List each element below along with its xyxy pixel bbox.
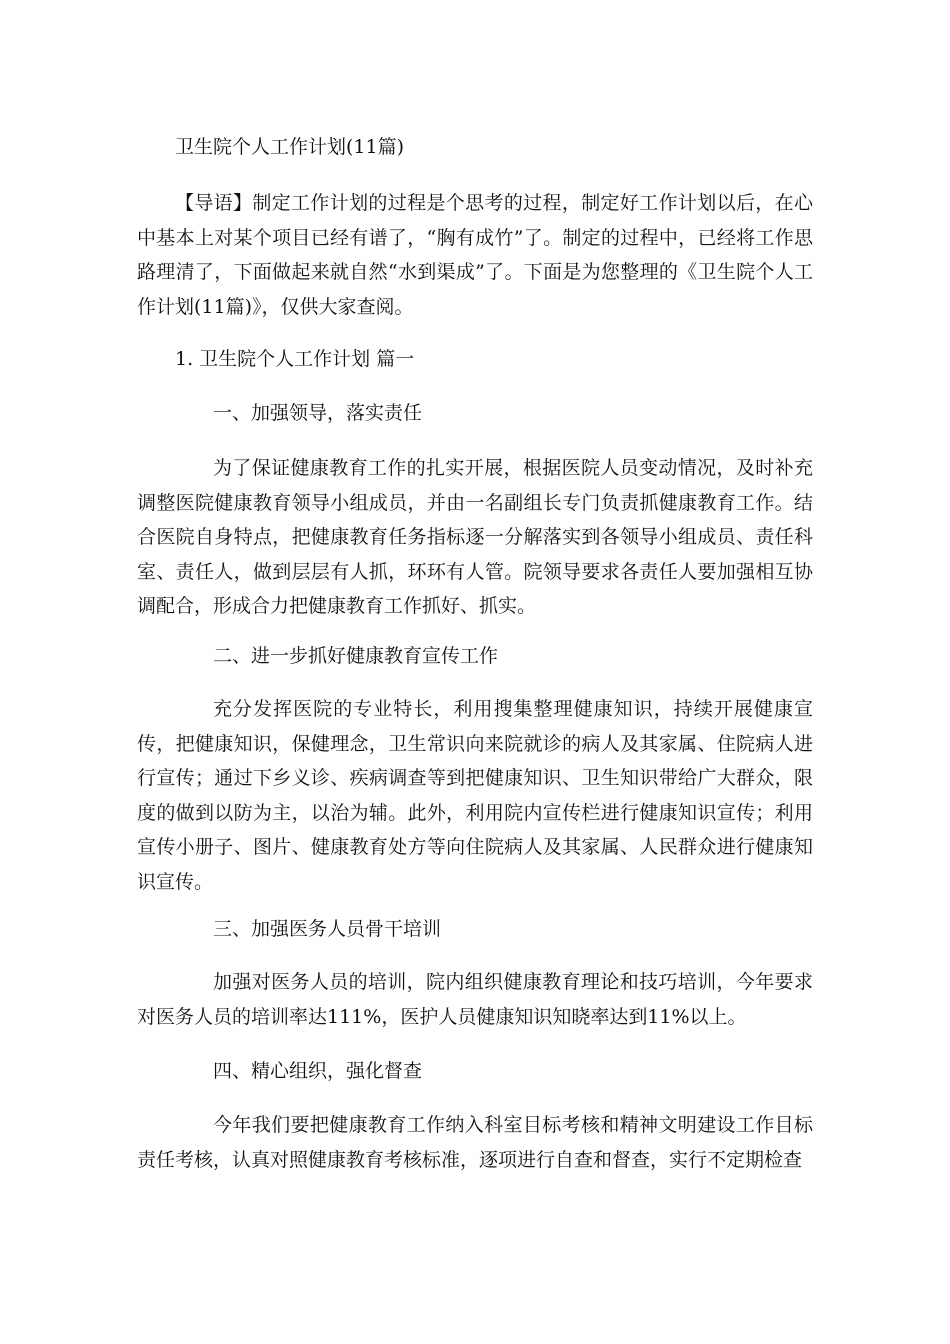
body-paragraph-3: 加强对医务人员的培训，院内组织健康教育理论和技巧培训，今年要求对医务人员的培训率达111%，医护人员健康知识知晓率达到11%以上。 [137, 971, 813, 1028]
document-title: 卫生院个人工作计划(11篇) [175, 136, 405, 158]
intro-paragraph: 【导语】制定工作计划的过程是个思考的过程，制定好工作计划以后，在心中基本上对某个项目已经有谱了，“胸有成竹”了。制定的过程中，已经将工作思路理清了，下面做起来就自然“水到渠成”了。下面是为您整理的《卫生院个人工作计划(11篇)》，仅供大家查阅。 [137, 192, 813, 318]
heading-3: 三、加强医务人员骨干培训 [213, 918, 442, 940]
heading-2: 二、进一步抓好健康教育宣传工作 [213, 645, 499, 667]
heading-1: 一、加强领导，落实责任 [213, 402, 423, 424]
body-paragraph-1: 为了保证健康教育工作的扎实开展，根据医院人员变动情况，及时补充调整医院健康教育领导小组成员，并由一名副组长专门负责抓健康教育工作。结合医院自身特点，把健康教育任务指标逐一分解落实到各领导小组成员、责任科室、责任人，做到层层有人抓，环环有人管。院领导要求各责任人要加强相互协调配合，形成合力把健康教育工作抓好、抓实。 [137, 457, 813, 618]
body-paragraph-2: 充分发挥医院的专业特长，利用搜集整理健康知识，持续开展健康宣传，把健康知识，保健理念，卫生常识向来院就诊的病人及其家属、住院病人进行宣传；通过下乡义诊、疾病调查等到把健康知识、卫生知识带给广大群众，限度的做到以防为主，以治为辅。此外，利用院内宣传栏进行健康知识宣传；利用宣传小册子、图片、健康教育处方等向住院病人及其家属、人民群众进行健康知识宣传。 [137, 698, 813, 893]
body-paragraph-4: 今年我们要把健康教育工作纳入科室目标考核和精神文明建设工作目标责任考核，认真对照健康教育考核标准，逐项进行自查和督查，实行不定期检查 [137, 1114, 813, 1171]
heading-4: 四、精心组织，强化督查 [213, 1060, 423, 1082]
section-title: 1. 卫生院个人工作计划 篇一 [175, 348, 415, 370]
